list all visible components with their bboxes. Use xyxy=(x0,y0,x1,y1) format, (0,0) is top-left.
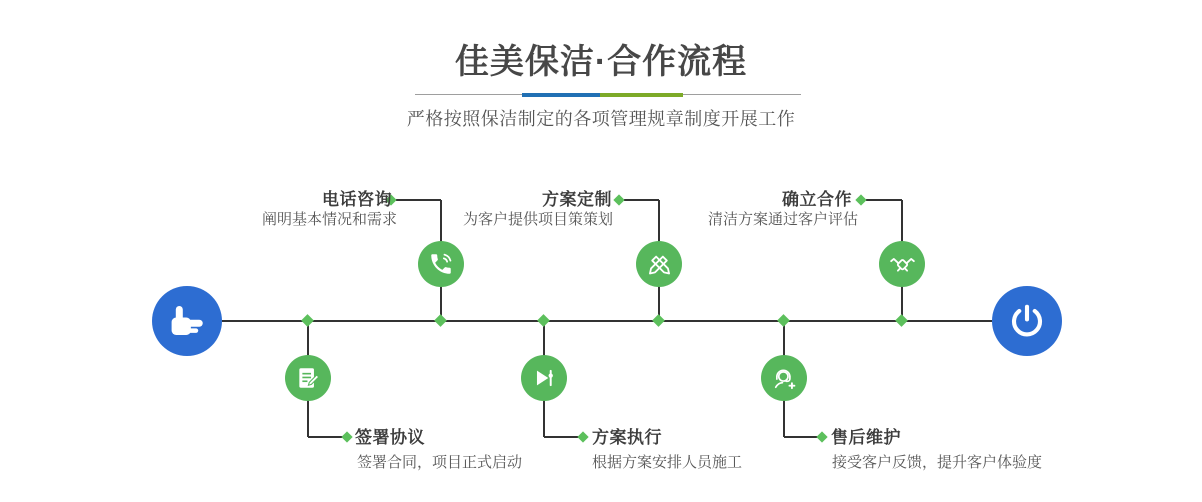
connector-handshake-arm xyxy=(866,199,902,201)
title-divider xyxy=(415,93,801,97)
connector-headset-arm xyxy=(784,436,820,438)
connector-phone-arm xyxy=(396,199,441,201)
step-desc: 清洁方案通过客户评估 xyxy=(708,211,859,228)
crossed-pencils-icon xyxy=(646,251,673,278)
step-desc: 根据方案安排人员施工 xyxy=(592,454,743,471)
step-title: 售后维护 xyxy=(831,428,901,447)
label-anchor-diamond xyxy=(341,431,352,442)
timeline-node-diamond xyxy=(895,314,908,327)
timeline-node-diamond xyxy=(652,314,665,327)
timeline-end-node xyxy=(992,286,1062,356)
step-node-handshake xyxy=(879,241,925,287)
phone-icon xyxy=(428,251,454,277)
step-title: 方案定制 xyxy=(542,190,612,209)
step-title: 确立合作 xyxy=(782,190,852,209)
step-node-headset xyxy=(761,355,807,401)
step-node-play xyxy=(521,355,567,401)
step-desc: 阐明基本情况和需求 xyxy=(262,211,398,228)
label-anchor-diamond xyxy=(577,431,588,442)
divider-blue-segment xyxy=(522,93,600,97)
page-title: 佳美保洁·合作流程 xyxy=(454,43,748,81)
step-title: 电话咨询 xyxy=(322,190,392,209)
play-execute-icon xyxy=(531,365,557,391)
label-anchor-diamond xyxy=(816,431,827,442)
timeline-start-node xyxy=(152,286,222,356)
step-title: 方案执行 xyxy=(592,428,662,447)
timeline-line xyxy=(222,320,992,322)
step-node-pencils xyxy=(636,241,682,287)
step-desc: 为客户提供项目策策划 xyxy=(463,211,614,228)
connector-document-arm xyxy=(308,436,344,438)
timeline-node-diamond xyxy=(434,314,447,327)
signed-document-icon xyxy=(295,365,321,391)
label-anchor-diamond xyxy=(613,194,624,205)
label-anchor-diamond xyxy=(855,194,866,205)
timeline-node-diamond xyxy=(777,314,790,327)
handshake-icon xyxy=(888,250,917,279)
connector-play-arm xyxy=(544,436,580,438)
step-desc: 接受客户反馈，提升客户体验度 xyxy=(832,454,1043,471)
timeline-node-diamond xyxy=(301,314,314,327)
divider-green-segment xyxy=(600,93,683,97)
page-subtitle: 严格按照保洁制定的各项管理规章制度开展工作 xyxy=(406,109,796,129)
power-icon xyxy=(1008,302,1046,340)
timeline-node-diamond xyxy=(537,314,550,327)
step-desc: 签署合同，项目正式启动 xyxy=(357,454,523,471)
step-node-document xyxy=(285,355,331,401)
step-title: 签署协议 xyxy=(355,428,425,447)
connector-pencils-arm xyxy=(624,199,659,201)
step-node-phone xyxy=(418,241,464,287)
customer-service-icon xyxy=(771,365,798,392)
pointing-hand-icon xyxy=(166,300,208,342)
